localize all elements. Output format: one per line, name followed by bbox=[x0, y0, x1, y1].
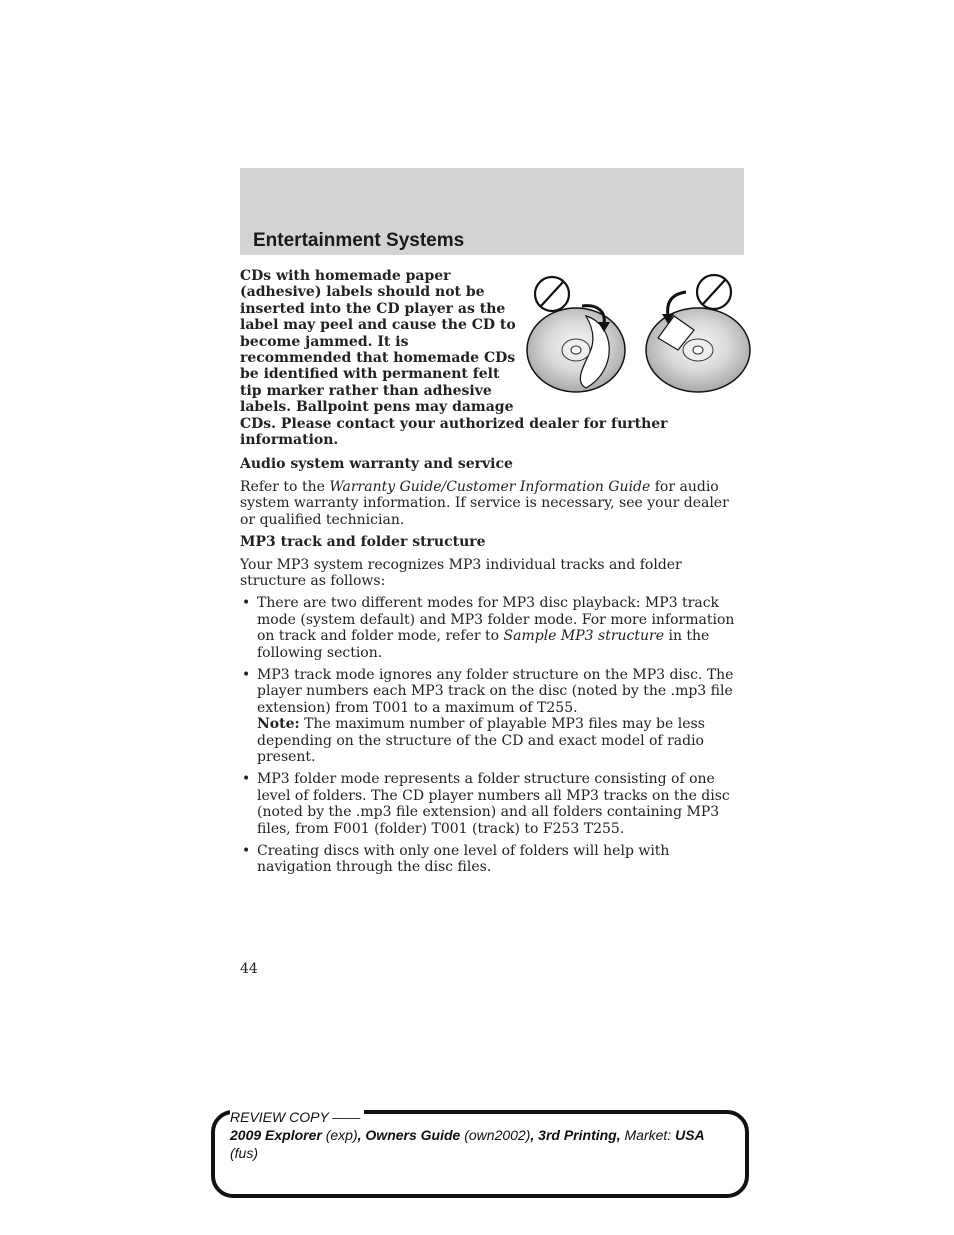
list-item: • MP3 track mode ignores any folder structure on the MP3 disc. The player numbers each MP3 track on the disc (noted by the .mp3 file extension) from T001 to a maximum of T255. Note: The maximum number of playable MP3 files may be less depending on the structure of the CD and exact model of radio present. bbox=[242, 666, 734, 765]
warranty-paragraph: Refer to the Warranty Guide/Customer Information Guide for audio system warranty information. If service is necessary, see your dealer or qualified technician. bbox=[240, 478, 729, 528]
review-copy-label: REVIEW COPY —— bbox=[230, 1109, 364, 1125]
mp3-bullet-list bbox=[240, 595, 744, 876]
mp3-heading: MP3 track and folder structure bbox=[240, 534, 486, 551]
list-item: • There are two different modes for MP3 disc playback: MP3 track mode (system default) and MP3 folder mode. For more information on track and folder mode, refer to Sample MP3 structure in the following section. bbox=[242, 595, 735, 661]
bullet-icon: • bbox=[242, 595, 251, 612]
footer-printing: 3rd Printing, bbox=[538, 1127, 621, 1143]
list-item: • MP3 folder mode represents a folder structure consisting of one level of folders. The CD player numbers all MP3 tracks on the disc (noted by the .mp3 file extension) and all folders containing MP3 files, from F001 (folder) T001 (track) to F253 T255. bbox=[242, 771, 730, 837]
footer-text: REVIEW COPY —— 2009 Explorer (exp), Owners Guide (own2002), 3rd Printing, Market: USA (fus) bbox=[230, 1109, 705, 1161]
page-number: 44 bbox=[240, 961, 258, 977]
cd-label-warning-illustration bbox=[526, 270, 752, 396]
section-header-band bbox=[240, 168, 744, 255]
footer-market: USA bbox=[675, 1127, 705, 1143]
warranty-heading: Audio system warranty and service bbox=[240, 456, 513, 473]
cd-label-warning: CDs with homemade paper (adhesive) labels should not be inserted into the CD player as the label may peel and cause the CD to become jammed. It is recommended that homemade CDs be identified with permanent felt tip marker rather than adhesive labels. Ballpoint pens may damage CDs. Please contact your authorized dealer for further information. bbox=[240, 268, 668, 449]
list-item: • Creating discs with only one level of folders will help with navigation through the disc files. bbox=[242, 843, 670, 876]
page-content bbox=[240, 268, 744, 882]
section-title: Entertainment Systems bbox=[253, 230, 465, 251]
cd-with-adhesive-label bbox=[646, 292, 750, 392]
footer-market-code: (fus) bbox=[230, 1145, 258, 1161]
warranty-guide-ref: Warranty Guide/Customer Information Guide bbox=[329, 478, 651, 495]
bullet-icon: • bbox=[242, 666, 251, 683]
footer-model: 2009 Explorer bbox=[230, 1127, 322, 1143]
bullet-icon: • bbox=[242, 771, 251, 788]
mp3-intro: Your MP3 system recognizes MP3 individual tracks and folder structure as follows: bbox=[240, 556, 682, 589]
sample-structure-ref: Sample MP3 structure bbox=[503, 628, 665, 645]
prohibited-icon bbox=[697, 275, 731, 309]
footer-guide: Owners Guide bbox=[365, 1127, 461, 1143]
note-label: Note: bbox=[257, 716, 300, 733]
prohibited-icon bbox=[535, 277, 569, 311]
cd-with-peeling-label bbox=[527, 306, 625, 392]
bullet-icon: • bbox=[242, 843, 251, 859]
